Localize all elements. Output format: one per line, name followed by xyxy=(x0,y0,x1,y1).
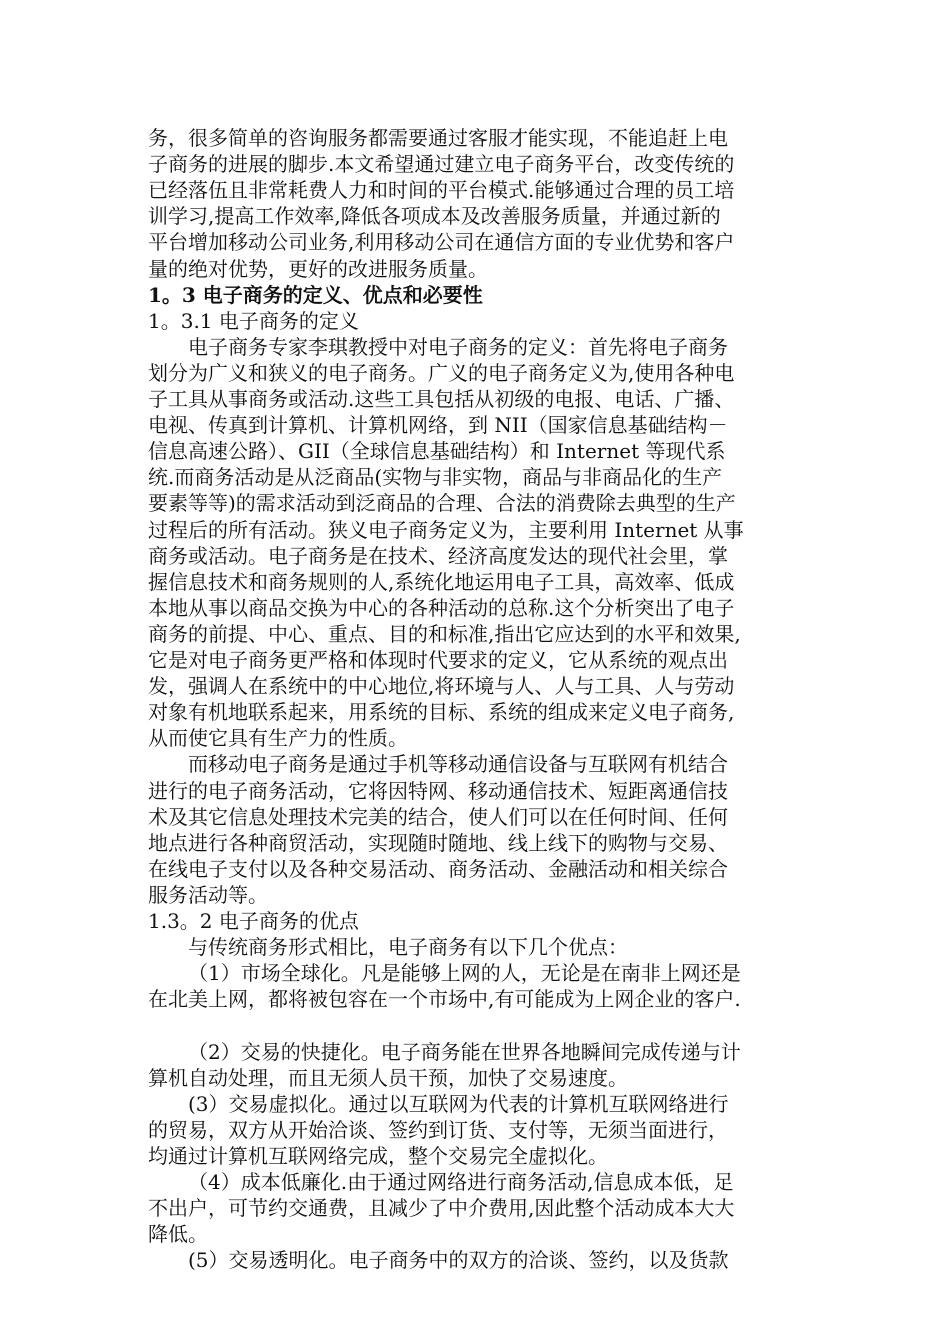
text-line: 在北美上网，都将被包容在一个市场中,有可能成为上网企业的客户. xyxy=(148,987,741,1012)
text-line: 服务活动等。 xyxy=(148,882,268,907)
section-heading: 1。3 电子商务的定义、优点和必要性 xyxy=(148,282,483,307)
text-line: 在线电子支付以及各种交易活动、商务活动、金融活动和相关综合 xyxy=(148,856,728,881)
text-line: 平台增加移动公司业务,利用移动公司在通信方面的专业优势和客户 xyxy=(148,230,735,255)
text-line: 划分为广义和狭义的电子商务。广义的电子商务定义为,使用各种电 xyxy=(148,360,735,385)
text-line: 地点进行各种商贸活动，实现随时随地、线上线下的购物与交易、 xyxy=(148,830,728,855)
text-line: 从而使它具有生产力的性质。 xyxy=(148,726,408,751)
text-line: 子工具从事商务或活动.这些工具包括从初级的电报、电话、广播、 xyxy=(148,387,735,411)
text-line: 而移动电子商务是通过手机等移动通信设备与互联网有机结合 xyxy=(188,752,728,777)
text-line: 进行的电子商务活动，它将因特网、移动通信技术、短距离通信技 xyxy=(148,778,728,803)
text-line: (3）交易虚拟化。通过以互联网为代表的计算机互联网络进行 xyxy=(188,1091,729,1116)
text-line: 对象有机地联系起来，用系统的目标、系统的组成来定义电子商务, xyxy=(148,700,735,725)
text-line: 电子商务专家李琪教授中对电子商务的定义：首先将电子商务 xyxy=(188,334,728,359)
text-line: 它是对电子商务更严格和体现时代要求的定义，它从系统的观点出 xyxy=(148,648,728,672)
text-line: 算机自动处理，而且无须人员干预，加快了交易速度。 xyxy=(148,1065,628,1090)
text-line: 子商务的进展的脚步.本文希望通过建立电子商务平台，改变传统的 xyxy=(148,152,735,177)
text-line: 不出户，可节约交通费，且减少了中介费用,因此整个活动成本大大 xyxy=(148,1196,735,1221)
text-line: 量的绝对优势，更好的改进服务质量。 xyxy=(148,256,488,281)
text-line: 商务或活动。电子商务是在技术、经济高度发达的现代社会里，掌 xyxy=(148,543,728,568)
text-line: （4）成本低廉化.由于通过网络进行商务活动,信息成本低，足 xyxy=(188,1170,734,1194)
text-line: 本地从事以商品交换为中心的各种活动的总称.这个分析突出了电子 xyxy=(148,595,735,620)
text-line: 务，很多简单的咨询服务都需要通过客服才能实现，不能追赶上电 xyxy=(148,126,728,150)
text-line: 与传统商务形式相比，电子商务有以下几个优点： xyxy=(188,935,628,960)
text-line: 已经落伍且非常耗费人力和时间的平台模式.能够通过合理的员工培 xyxy=(148,178,735,203)
text-line: 信息高速公路）、GII（全球信息基础结构）和 Internet 等现代系 xyxy=(148,439,726,464)
text-line: （1）市场全球化。凡是能够上网的人，无论是在南非上网还是 xyxy=(188,961,741,986)
text-line: 电视、传真到计算机、计算机网络，到 NII（国家信息基础结构－ xyxy=(148,413,728,438)
text-line: 术及其它信息处理技术完美的结合，使人们可以在任何时间、任何 xyxy=(148,804,728,829)
text-line: 1。3.1 电子商务的定义 xyxy=(148,308,359,333)
text-line: 过程后的所有活动。狭义电子商务定义为，主要利用 Internet 从事 xyxy=(148,517,744,542)
text-line: 的贸易，双方从开始洽谈、签约到订货、支付等，无须当面进行， xyxy=(148,1117,728,1142)
text-line: 握信息技术和商务规则的人,系统化地运用电子工具，高效率、低成 xyxy=(148,569,735,594)
text-line: 均通过计算机互联网络完成，整个交易完全虚拟化。 xyxy=(148,1143,608,1168)
text-line: (5）交易透明化。电子商务中的双方的洽谈、签约，以及货款 xyxy=(188,1248,729,1273)
text-line: （2）交易的快捷化。电子商务能在世界各地瞬间完成传递与计 xyxy=(188,1039,741,1064)
text-line: 训学习,提高工作效率,降低各项成本及改善服务质量，并通过新的 xyxy=(148,204,721,229)
text-line: 要素等等)的需求活动到泛商品的合理、合法的消费除去典型的生产 xyxy=(148,491,736,516)
text-line: 1.3。2 电子商务的优点 xyxy=(148,909,359,933)
text-line: 降低。 xyxy=(148,1222,208,1247)
text-line: 统.而商务活动是从泛商品(实物与非实物，商品与非商品化的生产 xyxy=(148,465,723,490)
text-line: 发，强调人在系统中的中心地位,将环境与人、人与工具、人与劳动 xyxy=(148,674,735,699)
text-line: 商务的前提、中心、重点、目的和标准,指出它应达到的水平和效果, xyxy=(148,621,741,646)
